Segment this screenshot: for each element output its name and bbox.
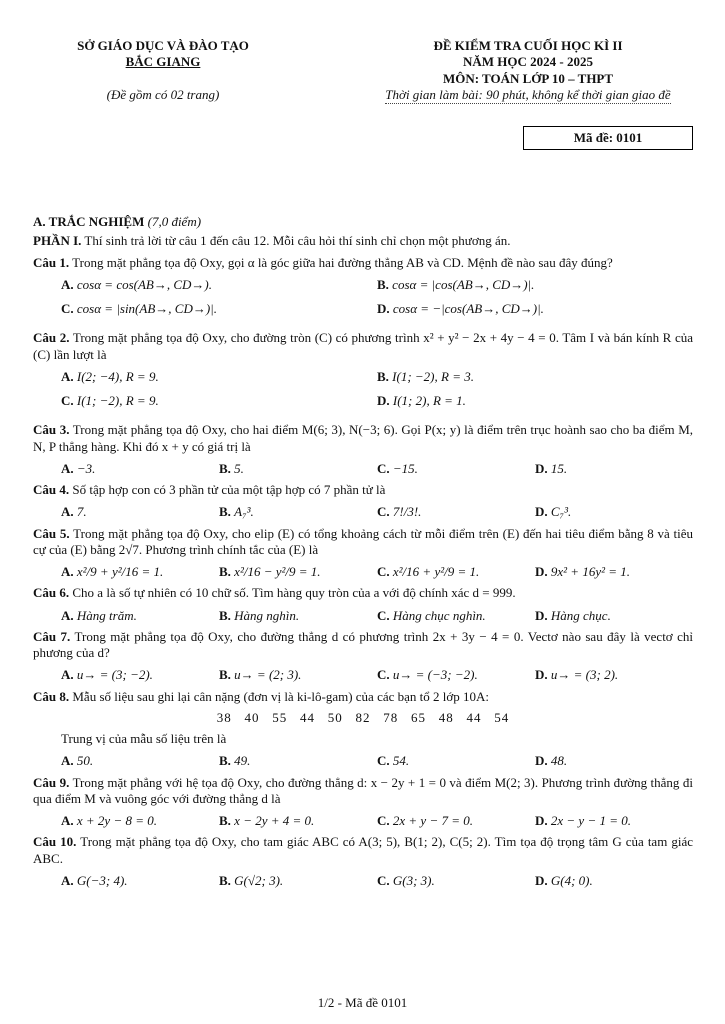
option-text: Hàng nghìn.	[234, 607, 300, 623]
option-b[interactable]	[219, 813, 377, 829]
option-letter: C.	[377, 607, 390, 623]
option-c[interactable]	[377, 813, 535, 829]
option-text: 48.	[550, 753, 568, 769]
question-label: Câu 6.	[33, 585, 70, 601]
question-text: Trong mặt phẳng tọa độ Oxy, gọi α là góc giữa hai đường thẳng AB và CD. Mệnh đề nào sau đây đúng?	[72, 254, 613, 270]
option-text: I(1; −2), R = 9.	[76, 393, 159, 408]
subject: MÔN: TOÁN LỚP 10 – THPT	[442, 70, 614, 86]
option-letter: C.	[377, 564, 390, 579]
option-letter: D.	[535, 667, 548, 683]
option-letter: A.	[61, 813, 74, 828]
school-year: NĂM HỌC 2024 - 2025	[463, 54, 593, 70]
option-text: −3.	[76, 460, 96, 476]
option-a[interactable]	[61, 461, 219, 477]
option-c[interactable]	[377, 873, 535, 889]
option-c[interactable]	[377, 461, 535, 477]
option-c[interactable]	[61, 301, 377, 317]
option-letter: B.	[219, 753, 231, 769]
question-10	[33, 834, 693, 889]
question-label: Câu 3.	[33, 422, 70, 438]
option-c[interactable]	[377, 504, 535, 520]
option-text: x²/9 + y²/16 = 1.	[76, 564, 164, 579]
option-d[interactable]	[377, 393, 693, 409]
option-text: cosα = |cos(AB→, CD→)|.	[392, 276, 535, 292]
option-text: 7.	[76, 504, 87, 520]
option-letter: B.	[219, 460, 231, 476]
section-points: (7,0 điểm)	[147, 214, 202, 229]
option-d[interactable]	[535, 608, 693, 624]
option-b[interactable]	[219, 564, 377, 580]
option-b[interactable]	[219, 873, 377, 889]
question-2	[33, 330, 693, 417]
option-letter: D.	[377, 393, 390, 408]
header-left	[33, 38, 293, 104]
option-letter: D.	[535, 607, 548, 623]
part-title: PHẦN I.	[33, 233, 82, 249]
question-3	[33, 422, 693, 477]
question-label: Câu 10.	[33, 834, 77, 850]
option-d[interactable]	[535, 753, 693, 769]
option-letter: A.	[61, 872, 74, 888]
option-text: x²/16 − y²/9 = 1.	[234, 564, 321, 579]
question-list	[33, 255, 693, 890]
question-text: Trong mặt phẳng tọa độ Oxy, cho elip (E) có tổng khoảng cách từ mỗi điểm trên (E) đến hai tiêu điểm bằng 8 và tiêu cự của (E) bằng 2√7. Phương trình chính tắc của (E) là	[33, 525, 694, 557]
option-b[interactable]	[219, 753, 377, 769]
part-description: Thí sinh trả lời từ câu 1 đến câu 12. Mỗi câu hỏi thí sinh chỉ chọn một phương án.	[84, 233, 511, 249]
option-text: u→ = (2; 3).	[234, 667, 302, 683]
option-letter: D.	[535, 872, 548, 888]
option-letter: D.	[535, 504, 548, 520]
option-letter: D.	[535, 564, 548, 579]
option-text: u→ = (3; −2).	[76, 667, 153, 683]
option-text: 50.	[76, 753, 94, 769]
exam-title: ĐỀ KIỂM TRA CUỐI HỌC KÌ II	[433, 38, 623, 53]
section-a	[33, 214, 693, 250]
question-label: Câu 8.	[33, 688, 70, 704]
question-followup: Trung vị của mẫu số liệu trên là	[61, 731, 227, 746]
option-d[interactable]	[535, 873, 693, 889]
answer-options	[33, 813, 693, 829]
question-9	[33, 775, 693, 830]
answer-options	[33, 461, 693, 477]
question-text: Cho a là số tự nhiên có 10 chữ số. Tìm hàng quy tròn của a với độ chính xác d = 999.	[72, 585, 516, 601]
option-letter: A.	[61, 276, 74, 292]
option-text: A₇³.	[234, 504, 254, 520]
option-letter: A.	[61, 504, 74, 520]
question-4	[33, 482, 693, 521]
answer-options	[33, 504, 693, 520]
option-d[interactable]	[535, 667, 693, 683]
option-text: G(−3; 4).	[76, 872, 128, 888]
option-letter: A.	[61, 753, 74, 769]
option-a[interactable]	[61, 873, 219, 889]
question-text: Số tập hợp con có 3 phần tử của một tập hợp có 7 phần tử là	[72, 482, 386, 497]
question-8	[33, 689, 693, 770]
question-5	[33, 526, 693, 581]
option-a[interactable]	[61, 277, 377, 293]
option-a[interactable]	[61, 564, 219, 580]
option-b[interactable]	[377, 369, 693, 385]
option-letter: D.	[377, 301, 390, 316]
option-text: cosα = cos(AB→, CD→).	[76, 276, 212, 292]
option-text: I(2; −4), R = 9.	[76, 368, 159, 384]
option-c[interactable]	[61, 393, 377, 409]
option-text: Hàng trăm.	[76, 607, 137, 623]
option-text: 2x − y − 1 = 0.	[550, 813, 631, 828]
option-letter: B.	[219, 607, 231, 623]
option-letter: A.	[61, 460, 74, 476]
option-letter: B.	[219, 504, 231, 520]
option-a[interactable]	[61, 608, 219, 624]
option-text: x + 2y − 8 = 0.	[76, 813, 157, 828]
option-letter: C.	[61, 393, 74, 408]
header-right	[363, 38, 693, 104]
question-text: Trong mặt phẳng tọa độ Oxy, cho tam giác ABC có A(3; 5), B(1; 2), C(5; 2). Tìm tọa độ trọng tâm G của tam giác ABC.	[33, 834, 694, 866]
option-text: Hàng chục nghìn.	[392, 607, 486, 623]
question-text: Trong mặt phẳng tọa độ Oxy, cho hai điểm M(6; 3), N(−3; 6). Gọi P(x; y) là điểm trên trục hoành sao cho ba điểm M, N, P thẳng hàng. Khi đó x + y có giá trị là	[33, 422, 694, 454]
option-a[interactable]	[61, 753, 219, 769]
question-text: Trong mặt phẳng với hệ tọa độ Oxy, cho đường thẳng d: x − 2y + 1 = 0 và điểm M(2; 3). Phương trình đường thẳng đi qua điểm M và vuông góc với đường thẳng d là	[33, 774, 694, 806]
option-text: G(√2; 3).	[234, 872, 284, 888]
option-text: I(1; −2), R = 3.	[392, 368, 474, 384]
option-letter: C.	[61, 301, 74, 316]
option-b[interactable]	[219, 461, 377, 477]
answer-options	[33, 667, 693, 683]
option-text: 49.	[234, 753, 251, 769]
option-text: C₇³.	[550, 504, 572, 520]
option-letter: B.	[219, 564, 231, 579]
option-d[interactable]	[535, 813, 693, 829]
option-letter: A.	[61, 368, 74, 384]
option-letter: C.	[377, 813, 390, 828]
option-text: 7!/3!.	[392, 504, 422, 520]
option-letter: C.	[377, 504, 390, 520]
option-letter: D.	[535, 813, 548, 828]
option-a[interactable]	[61, 813, 219, 829]
section-title: A. TRẮC NGHIỆM	[33, 214, 145, 229]
exam-page	[33, 38, 693, 893]
province-name: BẮC GIANG	[125, 54, 201, 70]
option-letter: B.	[219, 813, 231, 828]
department-name: SỞ GIÁO DỤC VÀ ĐÀO TẠO	[77, 38, 249, 53]
question-text: Trong mặt phẳng tọa độ Oxy, cho đường thẳng d có phương trình 2x + 3y − 4 = 0. Vectơ nào sau đây là vectơ chỉ phương của d?	[33, 628, 693, 660]
answer-options	[33, 564, 693, 580]
option-b[interactable]	[219, 504, 377, 520]
option-text: 9x² + 16y² = 1.	[550, 564, 631, 579]
option-c[interactable]	[377, 667, 535, 683]
option-b[interactable]	[219, 608, 377, 624]
option-text: Hàng chục.	[550, 607, 611, 623]
answer-options	[33, 753, 693, 769]
option-a[interactable]	[61, 667, 219, 683]
option-text: 5.	[234, 460, 244, 476]
answer-options	[33, 873, 693, 889]
option-d[interactable]	[535, 461, 693, 477]
option-letter: C.	[377, 460, 390, 476]
page-footer: 1/2 - Mã đề 0101	[317, 995, 408, 1010]
option-c[interactable]	[377, 564, 535, 580]
exam-header	[33, 38, 693, 104]
option-d[interactable]	[377, 301, 693, 317]
question-6	[33, 585, 693, 624]
option-letter: B.	[377, 276, 389, 292]
option-letter: B.	[219, 667, 231, 683]
option-letter: C.	[377, 667, 390, 683]
answer-options	[33, 608, 693, 624]
question-label: Câu 2.	[33, 330, 70, 346]
option-letter: A.	[61, 667, 74, 683]
option-letter: D.	[535, 753, 548, 769]
option-text: −15.	[392, 460, 418, 476]
option-d[interactable]	[535, 564, 693, 580]
option-text: cosα = |sin(AB→, CD→)|.	[76, 301, 217, 316]
page-count-note: (Đề gồm có 02 trang)	[106, 86, 220, 102]
option-letter: D.	[535, 460, 548, 476]
option-d[interactable]	[535, 504, 693, 520]
option-text: 2x + y − 7 = 0.	[392, 813, 473, 828]
data-sample: 38 40 55 44 50 82 78 65 48 44 54	[216, 709, 510, 725]
option-letter: B.	[377, 368, 389, 384]
option-c[interactable]	[377, 608, 535, 624]
option-letter: C.	[377, 753, 390, 769]
question-text: Mẫu số liệu sau ghi lại cân nặng (đơn vị là ki-lô-gam) của các bạn tổ 2 lớp 10A:	[72, 688, 490, 704]
option-letter: B.	[219, 872, 231, 888]
option-text: I(1; 2), R = 1.	[392, 393, 466, 408]
option-text: 54.	[392, 753, 410, 769]
option-text: cosα = −|cos(AB→, CD→)|.	[392, 301, 544, 316]
option-text: u→ = (−3; −2).	[392, 667, 478, 683]
time-note: Thời gian làm bài: 90 phút, không kể thời gian giao đề	[385, 87, 670, 104]
exam-code-box: Mã đề: 0101	[523, 126, 693, 150]
option-letter: C.	[377, 872, 390, 888]
option-a[interactable]	[61, 504, 219, 520]
option-b[interactable]	[377, 277, 693, 293]
question-1	[33, 255, 693, 326]
question-label: Câu 5.	[33, 525, 70, 541]
option-letter: A.	[61, 607, 74, 623]
question-label: Câu 4.	[33, 482, 70, 497]
question-label: Câu 7.	[33, 628, 71, 644]
option-text: G(4; 0).	[550, 872, 593, 888]
question-label: Câu 9.	[33, 774, 70, 790]
option-a[interactable]	[61, 369, 377, 385]
answer-options	[33, 369, 693, 418]
option-text: x − 2y + 4 = 0.	[234, 813, 315, 828]
option-b[interactable]	[219, 667, 377, 683]
option-text: x²/16 + y²/9 = 1.	[392, 564, 480, 579]
option-letter: A.	[61, 564, 74, 579]
question-label: Câu 1.	[33, 254, 70, 270]
option-text: G(3; 3).	[392, 872, 435, 888]
option-text: u→ = (3; 2).	[550, 667, 619, 683]
answer-options	[33, 277, 693, 326]
question-7	[33, 629, 693, 684]
option-c[interactable]	[377, 753, 535, 769]
option-text: 15.	[550, 460, 568, 476]
question-text: Trong mặt phẳng tọa độ Oxy, cho đường tròn (C) có phương trình x² + y² − 2x + 4y − 4 = 0. Tâm I và bán kính R của (C) lần lượt là	[33, 330, 693, 362]
